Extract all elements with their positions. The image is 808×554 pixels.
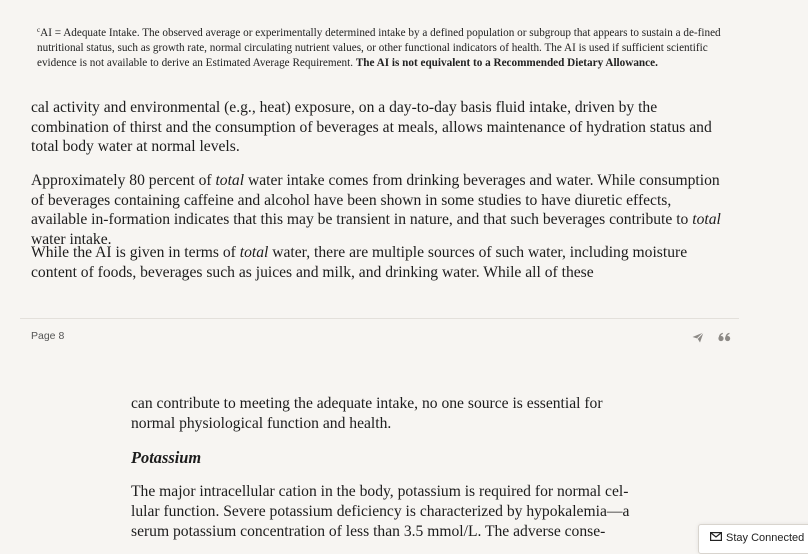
- text-run: While the AI is given in terms of: [31, 244, 240, 261]
- footnote: [37, 23, 727, 72]
- emphasis-total: total: [239, 244, 269, 261]
- paragraph-sources: [31, 243, 731, 282]
- envelope-icon: [710, 532, 722, 544]
- text-run: water intake comes from drinking beverages and water. While consumption of beverages containing caffeine and alcohol have been shown in some studies to have diuretic effects, available in-formation indicates that this may be transient in nature, and that such beverages contribute to: [31, 172, 720, 229]
- paragraph-text: [31, 243, 731, 282]
- text-run: Approximately 80 percent of: [31, 172, 216, 189]
- text-run: water intake.: [31, 230, 112, 248]
- stay-connected-button[interactable]: [698, 524, 808, 554]
- text-run: water, there are multiple sources of such water, including moisture content of foods, beverages such as juices and milk, and drinking water. While all of these: [31, 244, 688, 281]
- footnote-bold-text: The AI is not equivalent to a Recommended Dietary Allowance.: [355, 57, 658, 70]
- paper-plane-icon[interactable]: [690, 330, 706, 344]
- paragraph-text: cal activity and environmental (e.g., heat) exposure, on a day-to-day basis fluid intake, driven by the combination of thirst and the consumption of beverages at meals, allows maintenance of hydration status and total body water at normal levels.: [31, 99, 712, 156]
- footnote-marker: c: [37, 26, 41, 34]
- paragraph-potassium: [131, 482, 631, 541]
- paragraph-text: can contribute to meeting the adequate intake, no one source is essential for normal physiological function and health.: [131, 395, 603, 432]
- paragraph-adequate-intake: [131, 394, 631, 434]
- emphasis-total: total: [215, 172, 245, 189]
- paragraph-hydration: [31, 98, 731, 157]
- paragraph-beverages: [31, 171, 731, 249]
- paragraph-text: The major intracellular cation in the body, potassium is required for normal cel-lular function. Severe potassium deficiency is characterized by hypokalemia—a serum potassium concentration of less than 3.5 mmol/L. The adverse conse-: [131, 483, 630, 540]
- page-tools: [690, 330, 732, 344]
- stay-connected-label: Stay Connected: [726, 532, 805, 544]
- quote-icon[interactable]: [716, 330, 732, 344]
- footnote-text: AI = Adequate Intake. The observed average or experimentally determined intake by a defined population or subgroup that appears to sustain a de-fined nutritional status, such as growth rate, normal circulating nutrient values, or other functional indicators of health. The AI is used if sufficient scientific evidence is not available to derive an Estimated Average Requirement.: [37, 27, 721, 70]
- emphasis-total: total: [692, 211, 721, 229]
- page-divider: [20, 318, 739, 319]
- page-number: Page 8: [31, 330, 65, 342]
- section-heading-potassium: Potassium: [131, 448, 202, 467]
- paragraph-text: [31, 171, 731, 249]
